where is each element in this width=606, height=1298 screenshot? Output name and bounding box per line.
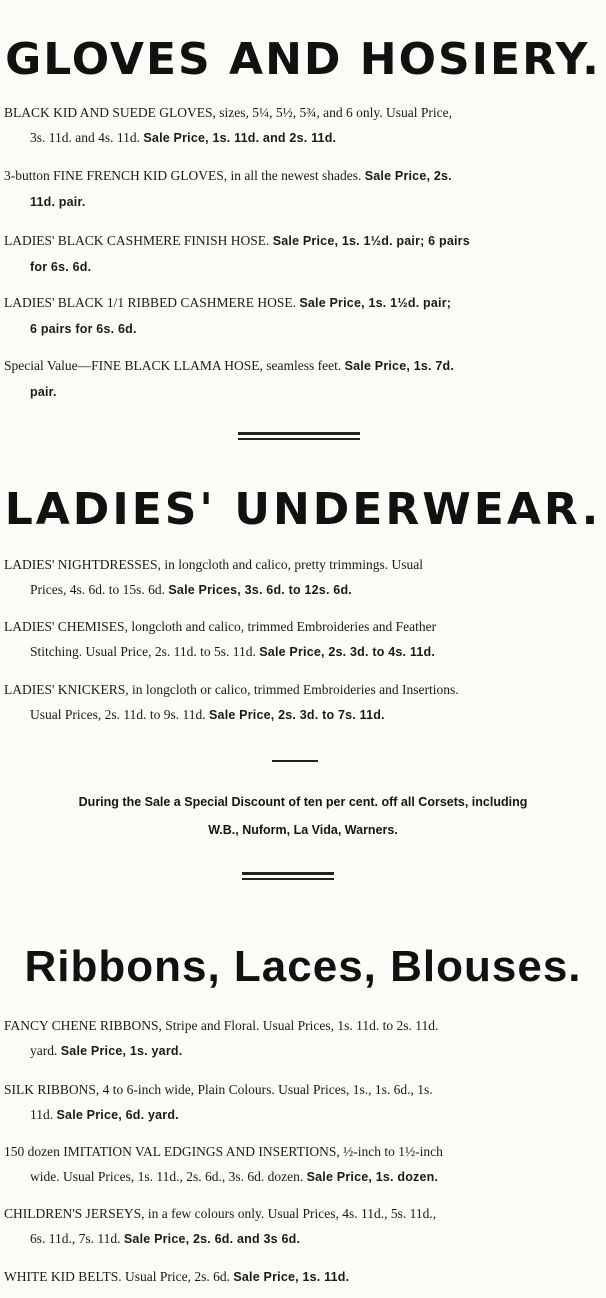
item-text: 150 dozen IMITATION VAL EDGINGS AND INSERTIONS, ½-inch to 1½-inch xyxy=(4,1144,443,1159)
list-item xyxy=(4,1077,594,1128)
section-heading-gloves: GLOVES AND HOSIERY. xyxy=(5,34,601,85)
sale-price: Sale Price, 2s. 6d. and 3s 6d. xyxy=(123,1232,301,1246)
list-item xyxy=(4,290,594,342)
item-text: LADIES' BLACK 1/1 RIBBED CASHMERE HOSE. xyxy=(4,295,296,310)
item-text: SILK RIBBONS, 4 to 6-inch wide, Plain Colours. Usual Prices, 1s., 1s. 6d., 1s. xyxy=(4,1082,433,1097)
list-item xyxy=(4,100,594,151)
list-item xyxy=(4,1013,594,1064)
list-item xyxy=(4,614,594,665)
list-item xyxy=(4,1201,594,1252)
list-item xyxy=(4,163,594,215)
sale-price: Sale Price, 1s. 11d. and 2s. 11d. xyxy=(143,131,337,145)
sale-price: Sale Price, 1s. 1½d. pair; xyxy=(299,296,452,310)
section-divider xyxy=(238,432,360,440)
notice-line: W.B., Nuform, La Vida, Warners. xyxy=(208,823,398,837)
list-item xyxy=(4,1139,594,1190)
item-text: FANCY CHENE RIBBONS, Stripe and Floral. Usual Prices, 1s. 11d. to 2s. 11d. xyxy=(4,1018,439,1033)
sale-price: pair. xyxy=(30,385,57,399)
sale-price: Sale Price, 1s. 1½d. pair; 6 pairs xyxy=(272,234,470,248)
item-text: Special Value—FINE BLACK LLAMA HOSE, seamless feet. xyxy=(4,358,342,373)
short-divider xyxy=(272,760,318,762)
sale-price: Sale Price, 2s. 3d. to 4s. 11d. xyxy=(259,645,435,659)
item-text: yard. xyxy=(30,1043,58,1058)
list-item xyxy=(4,677,594,728)
sale-price: Sale Price, 1s. yard. xyxy=(60,1044,183,1058)
sale-price: Sale Price, 2s. xyxy=(364,169,452,183)
corset-discount-notice xyxy=(0,788,606,844)
notice-line: During the Sale a Special Discount of ten per cent. off all Corsets, including xyxy=(78,795,528,809)
item-text: LADIES' KNICKERS, in longcloth or calico, trimmed Embroideries and Insertions. xyxy=(4,682,459,697)
item-text: Stitching. Usual Price, 2s. 11d. to 5s. 11d. xyxy=(30,644,256,659)
section-heading-underwear: LADIES' UNDERWEAR. xyxy=(4,484,602,535)
sale-price: for 6s. 6d. xyxy=(30,260,92,274)
item-text: LADIES' CHEMISES, longcloth and calico, trimmed Embroideries and Feather xyxy=(4,619,437,634)
item-text: LADIES' BLACK CASHMERE FINISH HOSE. xyxy=(4,233,270,248)
item-text: WHITE KID BELTS. Usual Price, 2s. 6d. xyxy=(4,1269,230,1284)
sale-price: 11d. pair. xyxy=(30,195,86,209)
item-text: wide. Usual Prices, 1s. 11d., 2s. 6d., 3s. 6d. dozen. xyxy=(30,1169,304,1184)
item-text: Prices, 4s. 6d. to 15s. 6d. xyxy=(30,582,165,597)
sale-price: Sale Price, 1s. dozen. xyxy=(306,1170,439,1184)
item-text: 6s. 11d., 7s. 11d. xyxy=(30,1231,121,1246)
list-item xyxy=(4,228,594,280)
item-text: 3-button FINE FRENCH KID GLOVES, in all the newest shades. xyxy=(4,168,362,183)
item-text: Usual Prices, 2s. 11d. to 9s. 11d. xyxy=(30,707,206,722)
sale-price: Sale Price, 6d. yard. xyxy=(56,1108,179,1122)
section-divider xyxy=(242,872,334,880)
list-item xyxy=(4,1264,594,1290)
sale-price: Sale Price, 1s. 11d. xyxy=(233,1270,350,1284)
item-text: 11d. xyxy=(30,1107,54,1122)
item-text: BLACK KID AND SUEDE GLOVES, sizes, 5¼, 5½, 5¾, and 6 only. Usual Price, xyxy=(4,105,452,120)
sale-price: Sale Price, 1s. 7d. xyxy=(344,359,455,373)
list-item xyxy=(4,353,594,405)
sale-price: Sale Prices, 3s. 6d. to 12s. 6d. xyxy=(168,583,352,597)
item-text: 3s. 11d. and 4s. 11d. xyxy=(30,130,140,145)
item-text: LADIES' NIGHTDRESSES, in longcloth and calico, pretty trimmings. Usual xyxy=(4,557,424,572)
section-heading-ribbons: Ribbons, Laces, Blouses. xyxy=(24,942,582,991)
item-text: CHILDREN'S JERSEYS, in a few colours only. Usual Prices, 4s. 11d., 5s. 11d., xyxy=(4,1206,437,1221)
sale-price: Sale Price, 2s. 3d. to 7s. 11d. xyxy=(209,708,385,722)
sale-price: 6 pairs for 6s. 6d. xyxy=(30,322,137,336)
list-item xyxy=(4,552,594,603)
